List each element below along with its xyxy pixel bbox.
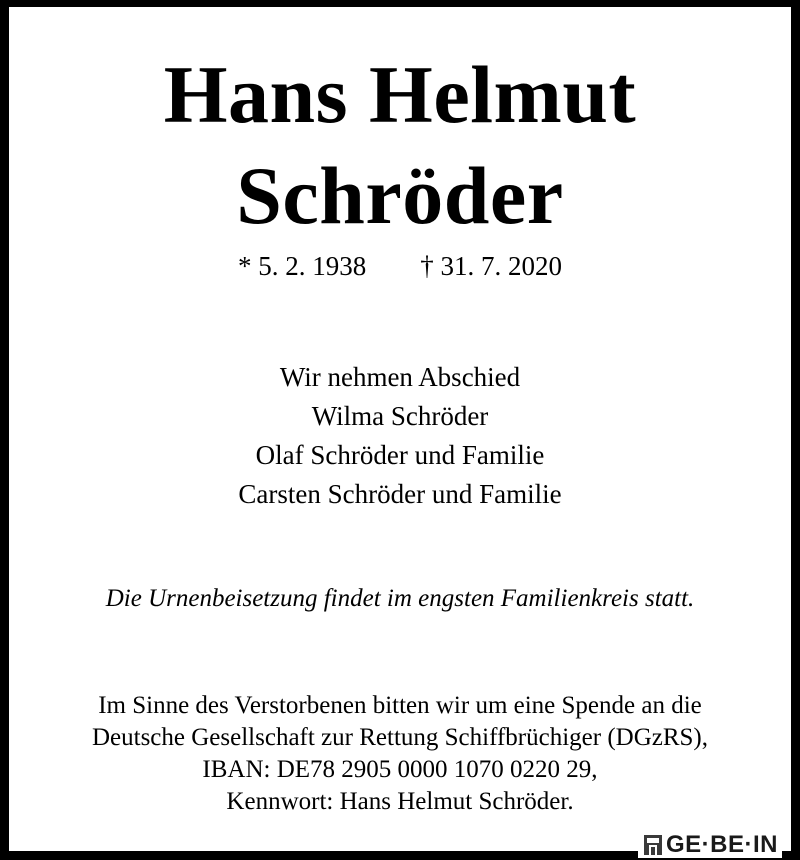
publisher-logo	[638, 832, 782, 858]
logo-text: GE·BE·IN	[666, 831, 778, 858]
mourner-name: Carsten Schröder und Familie	[238, 479, 562, 509]
donation-keyword: Kennwort: Hans Helmut Schröder.	[226, 788, 574, 815]
mourners-block	[0, 358, 800, 514]
mourner-name: Olaf Schröder und Familie	[255, 440, 545, 470]
burial-notice: Die Urnenbeisetzung findet im engsten Familienkreis statt.	[105, 585, 695, 612]
deceased-name-line1: Hans Helmut	[163, 49, 637, 140]
birth-date: * 5. 2. 1938	[238, 251, 367, 281]
building-icon	[644, 835, 662, 855]
donation-line: Deutsche Gesellschaft zur Rettung Schiffbrüchiger (DGzRS),	[91, 724, 709, 751]
death-date: † 31. 7. 2020	[420, 251, 562, 281]
farewell-intro: Wir nehmen Abschied	[279, 362, 521, 392]
donation-iban: IBAN: DE78 2905 0000 1070 0220 29,	[202, 756, 598, 783]
donation-block	[0, 690, 800, 818]
donation-line: Im Sinne des Verstorbenen bitten wir um eine Spende an die	[98, 692, 702, 719]
deceased-name-line2: Schröder	[236, 150, 564, 241]
mourner-name: Wilma Schröder	[311, 401, 489, 431]
life-dates	[0, 250, 800, 282]
